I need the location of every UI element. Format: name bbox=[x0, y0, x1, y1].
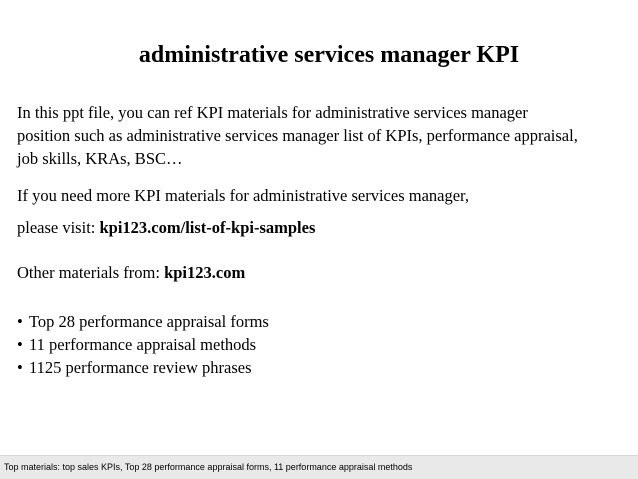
intro-line: job skills, KRAs, BSC… bbox=[17, 149, 183, 168]
bullet-icon: • bbox=[17, 312, 23, 331]
list-item-text: 11 performance appraisal methods bbox=[29, 335, 257, 354]
kpi-samples-link[interactable]: kpi123.com/list-of-kpi-samples bbox=[99, 218, 316, 237]
footer-bar bbox=[0, 455, 638, 479]
kpi123-link[interactable]: kpi123.com bbox=[164, 263, 246, 282]
intro-line: In this ppt file, you can ref KPI materials for administrative services manager bbox=[17, 103, 528, 122]
bullet-icon: • bbox=[17, 358, 23, 377]
footer-text: Top materials: top sales KPIs, Top 28 performance appraisal forms, 11 performance appraisal methods bbox=[4, 462, 413, 472]
other-materials-line bbox=[17, 261, 632, 284]
slide-title: administrative services manager KPI bbox=[138, 42, 520, 68]
list-item bbox=[17, 333, 269, 356]
list-item bbox=[17, 356, 269, 379]
visit-prefix: please visit: bbox=[17, 218, 100, 237]
bullet-icon: • bbox=[17, 335, 23, 354]
visit-text: If you need more KPI materials for administrative services manager, bbox=[17, 186, 470, 205]
other-prefix: Other materials from: bbox=[17, 263, 165, 282]
visit-link-line bbox=[17, 216, 632, 239]
list-item-text: 1125 performance review phrases bbox=[29, 358, 252, 377]
list-item bbox=[17, 310, 269, 333]
intro-paragraph bbox=[17, 101, 632, 170]
materials-list bbox=[17, 310, 269, 379]
list-item-text: Top 28 performance appraisal forms bbox=[29, 312, 269, 331]
intro-line: position such as administrative services manager list of KPIs, performance appraisal, bbox=[17, 126, 578, 145]
